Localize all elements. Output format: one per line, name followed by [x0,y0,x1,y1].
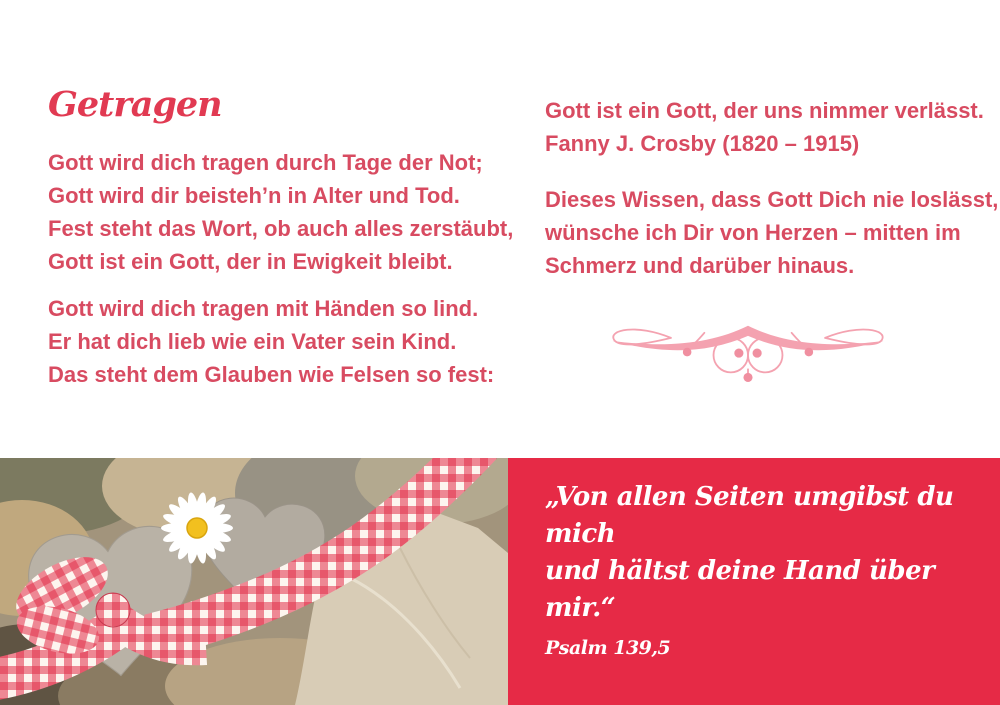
verse-reference: Psalm 139,5 [545,637,671,659]
verse-line-1: „Von allen Seiten umgibst du mich [545,482,954,549]
poem-line: Gott wird dir beisteh’n in Alter und Tod. [48,183,460,208]
verse-line-2: und hältst deine Hand über mir.“ [545,556,935,623]
poem-stanza-2 [48,292,513,391]
personal-message [545,183,998,282]
poem-line: Gott ist ein Gott, der in Ewigkeit bleibt. [48,249,453,274]
photo-illustration [0,458,508,705]
poem-line: Das steht dem Glauben wie Felsen so fest: [48,362,495,387]
message-line: Dieses Wissen, dass Gott Dich nie loslässt, [545,187,999,212]
bottom-band [0,458,1000,705]
verse-block [508,458,1000,705]
poem-line: Gott wird dich tragen mit Händen so lind. [48,296,479,321]
poem-stanza-1 [48,146,513,278]
poem-line: Gott wird dich tragen durch Tage der Not; [48,150,483,175]
card-title: Getragen [48,84,222,125]
quote-line: Gott ist ein Gott, der uns nimmer verlässt. [545,98,984,123]
quote-attribution: Fanny J. Crosby (1820 – 1915) [545,131,860,156]
message-line: wünsche ich Dir von Herzen – mitten im [545,220,961,245]
flourish-divider-icon [606,310,890,384]
right-column [545,94,998,282]
poem-line: Er hat dich lieb wie ein Vater sein Kind. [48,329,457,354]
poem-line: Fest steht das Wort, ob auch alles zerstäubt, [48,216,514,241]
message-line: Schmerz und darüber hinaus. [545,253,855,278]
photo-stone-hearts [0,458,508,705]
poem [48,146,513,391]
